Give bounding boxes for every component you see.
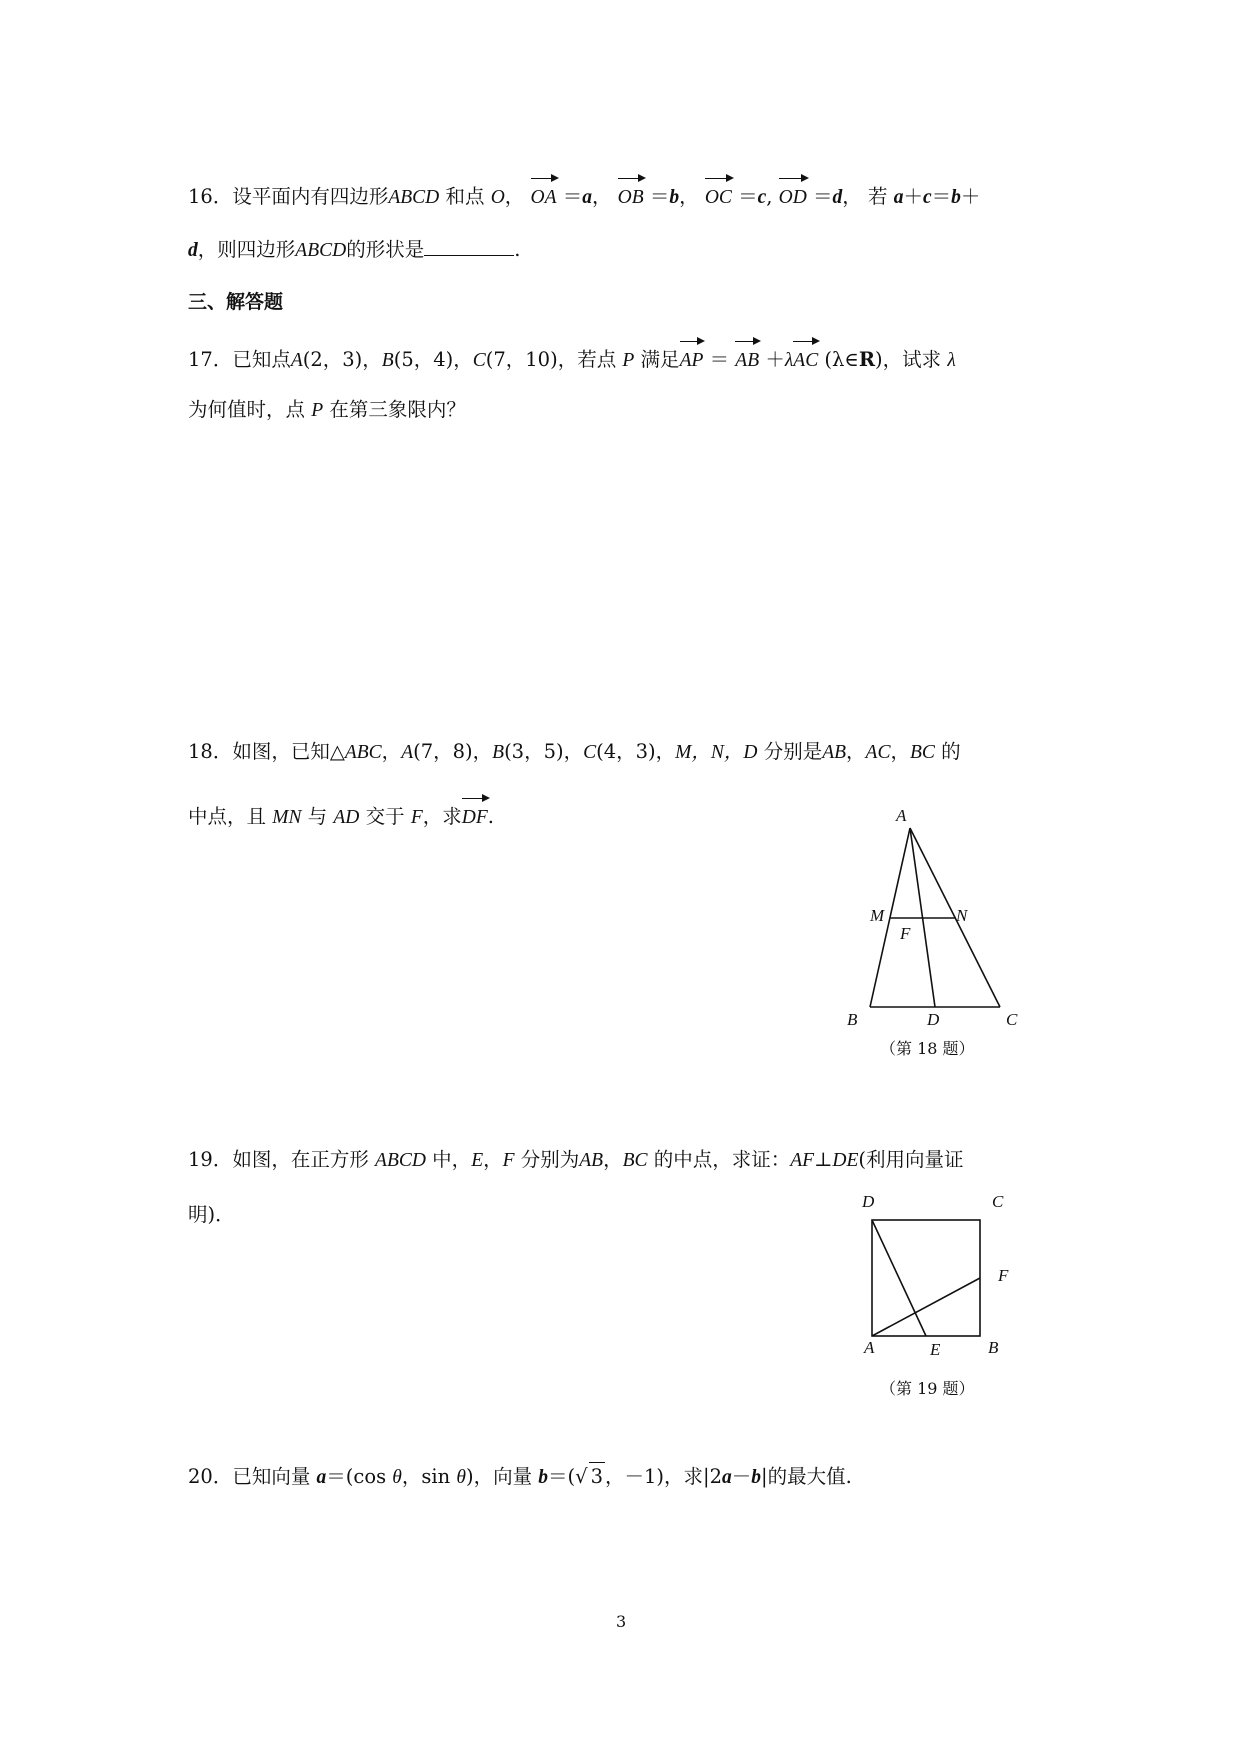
text: 和点 (445, 185, 485, 208)
text: ，求 (422, 805, 462, 828)
text: (利用向量证 (858, 1148, 964, 1171)
text: θ (456, 1467, 466, 1488)
label-a: A (896, 806, 907, 825)
q19-line1: 19．如图，在正方形 ABCD 中，E，F 分别为AB，BC 的中点，求证：AF⊥DE(利用向量证 (188, 1148, 964, 1171)
text: c (757, 187, 767, 208)
text: b (669, 187, 680, 208)
text: MN (272, 807, 302, 828)
text: C (583, 742, 597, 763)
figure-19-caption: （第 19 题） (880, 1379, 975, 1398)
text: 与 (307, 805, 328, 828)
page-number: 3 (616, 1612, 627, 1631)
text: d (188, 240, 198, 261)
text: 在第三象限内？ (329, 398, 466, 421)
text: )，向量 (465, 1465, 533, 1488)
label-f: F (900, 924, 911, 943)
text: ABC (344, 742, 382, 763)
text: a (316, 1467, 327, 1488)
text: 则四边形 (217, 238, 296, 261)
figure-18-caption: （第 18 题） (880, 1039, 975, 1058)
text: λ (784, 350, 794, 371)
text: 如图，已知△ (232, 740, 345, 763)
label-c: C (992, 1192, 1004, 1211)
text: AB (579, 1150, 604, 1171)
q16-line2: d，则四边形ABCD的形状是 . (188, 238, 521, 261)
text: (7，8)， (413, 740, 493, 763)
text: ＝( (548, 1465, 576, 1488)
text: (2，3)， (302, 348, 382, 371)
text: 满足 (640, 348, 680, 371)
square-abcd (872, 1220, 980, 1336)
vector-ap: AP (680, 347, 704, 375)
label-n: N (956, 906, 968, 925)
sqrt-sign: √ (575, 1465, 588, 1488)
vector-ac: AC (793, 347, 818, 375)
q16-line1: 16．设平面内有四边形ABCD 和点 O， OA ＝a， OB ＝b， OC ＝c, OD ＝d， 若 a＋c＝b＋ (188, 183, 980, 212)
text: 如图，在正方形 (232, 1148, 369, 1171)
text: b (538, 1467, 549, 1488)
text: (4，3)， (596, 740, 676, 763)
text: BC (622, 1150, 648, 1171)
answer-blank (424, 237, 514, 256)
text: A (290, 350, 303, 371)
text: 为何值时，点 (188, 398, 306, 421)
vector-od: OD (779, 184, 807, 212)
text: 设平面内有四边形 (232, 185, 389, 208)
text: E (471, 1150, 484, 1171)
text: a (722, 1467, 732, 1488)
label-d: D (862, 1192, 875, 1211)
text: 中， (432, 1148, 472, 1171)
label-c: C (1006, 1010, 1018, 1029)
text: ⊥ (814, 1148, 833, 1171)
text: 若 (868, 185, 888, 208)
label-f: F (998, 1266, 1009, 1285)
text: P (311, 400, 324, 421)
q18-line2: 中点，且 MN 与 AD 交于 F，求DF. (188, 803, 494, 832)
q20-line1 (188, 1462, 852, 1492)
text: A (401, 742, 414, 763)
label-e: E (930, 1340, 941, 1359)
text: ABCD (295, 240, 347, 261)
text: ABCD (388, 187, 440, 208)
text: 交于 (365, 805, 405, 828)
text: ，sin (401, 1465, 451, 1488)
label-b: B (847, 1010, 858, 1029)
text: AB (822, 742, 847, 763)
text: AF (790, 1150, 815, 1171)
text: P (622, 350, 635, 371)
section-heading: 三、解答题 (188, 291, 284, 313)
text: B (381, 350, 394, 371)
label-a: A (864, 1338, 875, 1357)
text: c (922, 187, 932, 208)
text: (7，10)， (485, 348, 578, 371)
text: 中点，且 (188, 805, 267, 828)
text: ，－1)，求|2 (605, 1465, 723, 1488)
text: F (502, 1150, 515, 1171)
text: M，N，D (675, 742, 758, 763)
vector-df: DF (462, 804, 488, 832)
q18-line1: 18．如图，已知△ABC，A(7，8)，B(3，5)，C(4，3)，M，N，D 分别是AB，AC，BC 的 (188, 740, 961, 763)
vector-oc: OC (705, 184, 732, 212)
text: d (832, 187, 843, 208)
vector-oa: OA (531, 184, 557, 212)
text: 已知点 (232, 348, 291, 371)
label-m: M (870, 906, 885, 925)
text: O (490, 187, 505, 208)
text: 已知向量 (232, 1465, 311, 1488)
text: a (582, 187, 592, 208)
vector-ob: OB (618, 184, 644, 212)
text: (3，5)， (504, 740, 584, 763)
text: B (492, 742, 505, 763)
text: 的形状是 (346, 238, 425, 261)
segment-af (872, 1278, 980, 1336)
text: － (731, 1465, 752, 1488)
text: b (751, 1467, 762, 1488)
figure-19-square (860, 1210, 1000, 1350)
text: 分别为 (520, 1148, 580, 1171)
q16-number: 16． (188, 185, 233, 208)
text: 20． (188, 1465, 233, 1488)
text: AD (333, 807, 360, 828)
segment-de (872, 1220, 926, 1336)
text: 的中点，求证： (653, 1148, 791, 1171)
text: |的最大值. (761, 1465, 852, 1488)
text: ＝(cos (326, 1465, 387, 1488)
text: b (951, 187, 961, 208)
text: θ (392, 1467, 402, 1488)
text: DE (832, 1150, 859, 1171)
text: R (858, 348, 876, 371)
vector-ab: AB (735, 347, 759, 375)
text: F (410, 807, 423, 828)
q17-line2 (188, 396, 466, 425)
label-d: D (927, 1010, 940, 1029)
text: AC (865, 742, 891, 763)
text: a (893, 187, 904, 208)
text: BC (909, 742, 935, 763)
text: (λ∈ (824, 348, 859, 371)
text: (5，4)， (393, 348, 473, 371)
text: 19． (188, 1148, 233, 1171)
text: C (472, 350, 486, 371)
text: 的 (941, 740, 961, 763)
text: )，试求 (875, 348, 942, 371)
text: λ (947, 350, 956, 371)
text: 分别是 (763, 740, 823, 763)
text: 若点 (577, 348, 617, 371)
text: ABCD (375, 1150, 426, 1171)
q17-line1: 17．已知点A(2，3)，B(5，4)，C(7，10)，若点 P 满足AP ＝ AB ＋λAC (λ∈R)，试求 λ (188, 346, 956, 375)
text: 17． (188, 348, 233, 371)
q19-line2: 明)． (188, 1203, 235, 1226)
text: 18． (188, 740, 233, 763)
label-b: B (988, 1338, 999, 1357)
sqrt-radicand: 3 (589, 1462, 605, 1491)
text: ， (504, 185, 525, 208)
